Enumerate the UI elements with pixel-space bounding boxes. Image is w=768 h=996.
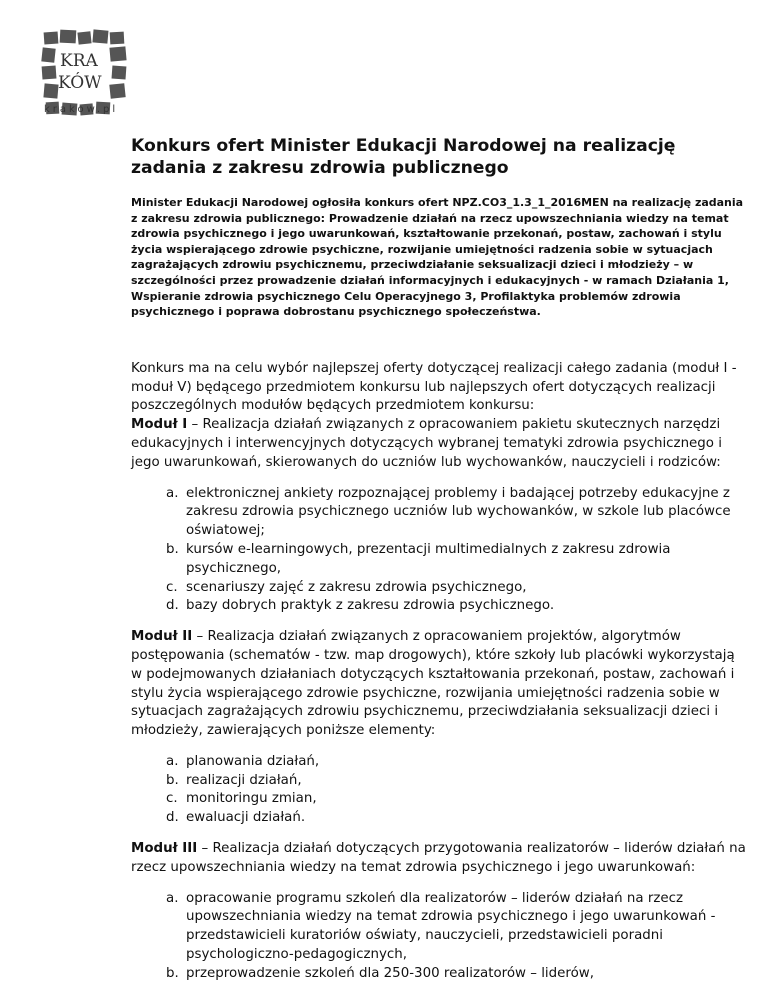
list-item-text: przeprowadzenie szkoleń dla 250-300 realizatorów – liderów, [186, 965, 594, 981]
module-1-label: Moduł I [131, 417, 188, 433]
list-item [166, 890, 746, 965]
list-item [166, 965, 746, 984]
list-item-text: bazy dobrych praktyk z zakresu zdrowia psychicznego. [186, 598, 555, 614]
list-marker: b. [166, 965, 179, 981]
intro-text: Konkurs ma na celu wybór najlepszej oferty dotyczącej realizacji całego zadania (moduł I - moduł V) będącego przedmiotem konkursu lub najlepszych ofert dotyczących realizacji poszczególnych modułów będących przedmiotem konkursu: [131, 360, 737, 414]
list-item-text: realizacji działań, [186, 772, 302, 788]
list-item [166, 790, 746, 809]
module-3-label: Moduł III [131, 841, 198, 857]
list-item [166, 579, 746, 598]
module-1-list [131, 485, 746, 617]
list-item [166, 541, 746, 579]
lead-paragraph: Minister Edukacji Narodowej ogłosiła konkurs ofert NPZ.CO3_1.3_1_2016MEN na realizację zadania z zakresu zdrowia publicznego: Prowadzenie działań na rzecz upowszechniania wiedzy na temat zdrowia psychicznego i jego uwarunkowań, kształtowanie przekonań, postaw, zachowań i stylu życia wspierającego zdrowie psychiczne, rozwijanie umiejętności radzenia sobie w sytuacjach zagrażających zdrowiu psychicznemu, przeciwdziałanie seksualizacji dzieci i młodzieży – w szczególności przez prowadzenie działań informacyjnych i edukacyjnych - w ramach Działania 1, Wspieranie zdrowia psychicznego Celu Operacyjnego 3, Profilaktyka problemów zdrowia psychicznego i poprawa dobrostanu psychicznego społeczeństwa. [131, 196, 744, 319]
list-marker: d. [166, 810, 179, 826]
module-2-list [131, 753, 746, 828]
list-item-text: monitoringu zmian, [186, 791, 317, 807]
list-item [166, 809, 746, 828]
module-3-paragraph [131, 840, 746, 878]
list-item-text: elektronicznej ankiety rozpoznającej problemy i badającej potrzeby edukacyjne z zakresu zdrowia psychicznego uczniów lub wychowanków, w szkole lub placówce oświatowej; [186, 485, 731, 539]
page-title: Konkurs ofert Minister Edukacji Narodowej na realizację zadania z zakresu zdrowia publicznego [131, 136, 676, 178]
list-marker: c. [166, 579, 178, 595]
module-2-text: – Realizacja działań związanych z opracowaniem projektów, algorytmów postępowania (schematów - tzw. map drogowych), które szkoły lub placówki wykorzystają w podejmowanych działaniach dotyczących kształtowania przekonań, postaw, zachowań i stylu życia wspierającego zdrowie psychiczne, rozwijania umiejętności radzenia sobie w sytuacjach zagrażających zdrowiu psychicznemu, przeciwdziałania seksualizacji dzieci i młodzieży, zawierających poniższe elementy: [131, 629, 735, 739]
list-item [166, 485, 746, 541]
list-item [166, 772, 746, 791]
list-item-text: opracowanie programu szkoleń dla realizatorów – liderów działań na rzecz upowszechniania wiedzy na temat zdrowia psychicznego i jego uwarunkowań - przedstawicieli kuratoriów oświaty, nauczycieli, przedstawicieli poradni psychologiczno-pedagogicznych, [186, 890, 716, 963]
list-marker: a. [166, 753, 179, 769]
module-1-text: – Realizacja działań związanych z opracowaniem pakietu skutecznych narzędzi edukacyjnych i interwencyjnych dotyczących wybranej tematyki zdrowia psychicznego i jego uwarunkowań, skierowanych do uczniów lub wychowanków, nauczycieli i rodziców: [131, 417, 722, 470]
list-marker: b. [166, 772, 179, 788]
list-item-text: kursów e-learningowych, prezentacji multimedialnych z zakresu zdrowia psychicznego, [186, 541, 671, 576]
article [131, 135, 746, 996]
list-item [166, 753, 746, 772]
list-item-text: scenariuszy zajęć z zakresu zdrowia psychicznego, [186, 579, 527, 595]
logo-domain: krakow.pl [44, 104, 119, 115]
logo-word-top: KRA [60, 51, 98, 71]
list-marker: d. [166, 598, 179, 614]
list-item-text: planowania działań, [186, 753, 320, 769]
logo-word-bottom: KÓW [58, 73, 102, 93]
list-marker: c. [166, 791, 178, 807]
list-item-text: ewaluacji działań. [186, 810, 306, 826]
module-3-list [131, 890, 746, 984]
intro-paragraph [131, 360, 746, 473]
list-item [166, 597, 746, 616]
list-marker: b. [166, 541, 179, 557]
list-marker: a. [166, 485, 179, 501]
list-marker: a. [166, 890, 179, 906]
module-2-paragraph [131, 628, 746, 741]
module-3-text: – Realizacja działań dotyczących przygotowania realizatorów – liderów działań na rzecz upowszechniania wiedzy na temat zdrowia psychicznego i jego uwarunkowań: [131, 841, 746, 875]
module-2-label: Moduł II [131, 629, 193, 645]
